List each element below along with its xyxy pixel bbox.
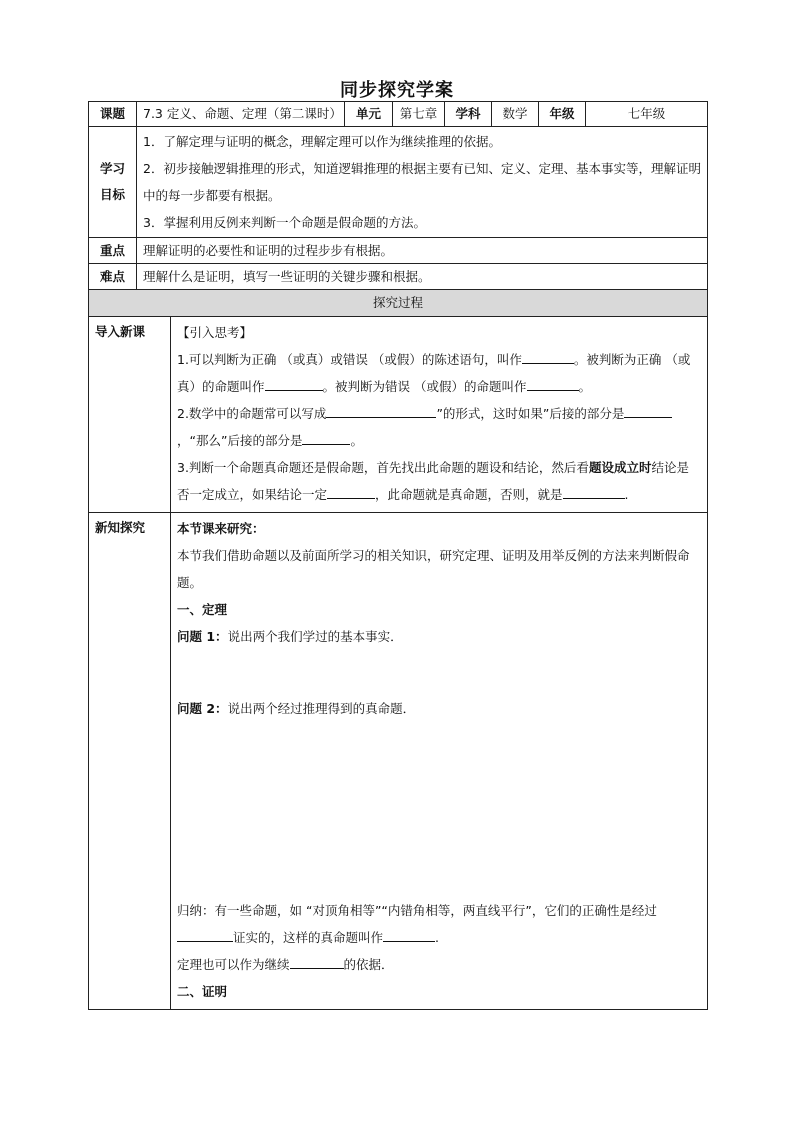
goal-item-3: 3．掌握利用反例来判断一个命题是假命题的方法。 bbox=[143, 215, 426, 230]
section-2-title: 二、证明 bbox=[177, 984, 228, 999]
difficulty-label: 难点 bbox=[89, 264, 137, 290]
grade-value: 七年级 bbox=[586, 102, 708, 127]
answer-blank[interactable] bbox=[383, 927, 435, 942]
key-point-row bbox=[89, 238, 708, 264]
answer-blank[interactable] bbox=[265, 376, 323, 391]
problem-1: 问题 1：说出两个我们学过的基本事实． bbox=[177, 629, 403, 644]
answer-blank[interactable] bbox=[302, 430, 350, 445]
goal-item-1: 1．了解定理与证明的概念，理解定理可以作为继续推理的依据。 bbox=[143, 134, 501, 149]
key-point-text: 理解证明的必要性和证明的过程步步有根据。 bbox=[137, 238, 708, 264]
explore-heading: 本节课来研究： bbox=[177, 521, 265, 536]
explore-label: 新知探究 bbox=[89, 513, 171, 1010]
topic-label: 课题 bbox=[89, 102, 137, 127]
answer-blank[interactable] bbox=[522, 349, 574, 364]
intro-section-label: 导入新课 bbox=[89, 317, 171, 513]
summary: 归纳：有一些命题，如 “对顶角相等”“内错角相等，两直线平行”，它们的正确性是经过证实的，这样的真命题叫作 . bbox=[177, 903, 657, 945]
process-header: 探究过程 bbox=[89, 290, 708, 317]
subject-label: 学科 bbox=[445, 102, 492, 127]
unit-value: 第七章 bbox=[393, 102, 445, 127]
answer-blank[interactable] bbox=[290, 954, 344, 969]
answer-blank[interactable] bbox=[177, 927, 233, 942]
answer-blank[interactable] bbox=[527, 376, 579, 391]
topic-value: 7.3 定义、命题、定理（第二课时） bbox=[137, 102, 345, 127]
answer-space[interactable] bbox=[177, 650, 701, 695]
goals-label-line1: 学习 bbox=[99, 161, 125, 176]
goals-label bbox=[89, 127, 137, 238]
answer-blank[interactable] bbox=[624, 403, 672, 418]
explore-section bbox=[89, 513, 708, 1010]
intro-content bbox=[171, 317, 708, 513]
difficulty-row bbox=[89, 264, 708, 290]
subject-value: 数学 bbox=[492, 102, 539, 127]
goals-row bbox=[89, 127, 708, 238]
process-table bbox=[88, 316, 708, 1010]
explore-content bbox=[171, 513, 708, 1010]
intro-question-1: 1.可以判断为正确 （或真）或错误 （或假）的陈述语句，叫作 。被判断为正确 （或真）的命题叫作 。被判断为错误 （或假）的命题叫作 。 bbox=[177, 346, 701, 400]
difficulty-text: 理解什么是证明，填写一些证明的关键步骤和根据。 bbox=[137, 264, 708, 290]
answer-space[interactable] bbox=[177, 722, 701, 897]
intro-heading: 【引入思考】 bbox=[177, 325, 253, 340]
section-1-title: 一、定理 bbox=[177, 602, 228, 617]
header-row bbox=[89, 102, 708, 127]
key-point-label: 重点 bbox=[89, 238, 137, 264]
unit-label: 单元 bbox=[345, 102, 393, 127]
theorem-note: 定理也可以作为继续 的依据． bbox=[177, 951, 701, 978]
intro-section bbox=[89, 317, 708, 513]
answer-blank[interactable] bbox=[327, 484, 375, 499]
answer-blank[interactable] bbox=[563, 484, 625, 499]
explore-intro: 本节我们借助命题以及前面所学习的相关知识，研究定理、证明及用举反例的方法来判断假命题。 bbox=[177, 548, 690, 590]
goals-content bbox=[137, 127, 708, 238]
goals-label-line2: 目标 bbox=[99, 187, 125, 202]
study-plan-table bbox=[88, 101, 708, 317]
answer-blank[interactable] bbox=[326, 403, 436, 418]
goal-item-2: 2．初步接触逻辑推理的形式，知道逻辑推理的根据主要有已知、定义、定理、基本事实等，理解证明中的每一步都要有根据。 bbox=[143, 161, 701, 203]
intro-question-3: 3.判断一个命题真命题还是假命题，首先找出此命题的题设和结论，然后看题设成立时结论是否一定成立，如果结论一定 ，此命题就是真命题，否则，就是 . bbox=[177, 460, 689, 502]
page-title: 同步探究学案 bbox=[340, 80, 454, 101]
problem-2: 问题 2：说出两个经过推理得到的真命题． bbox=[177, 701, 416, 716]
intro-question-2: 2.数学中的命题常可以写成 ”的形式，这时如果”后接的部分是，“那么”后接的部分是 。 bbox=[177, 400, 701, 454]
process-header-row bbox=[89, 290, 708, 317]
grade-label: 年级 bbox=[539, 102, 586, 127]
